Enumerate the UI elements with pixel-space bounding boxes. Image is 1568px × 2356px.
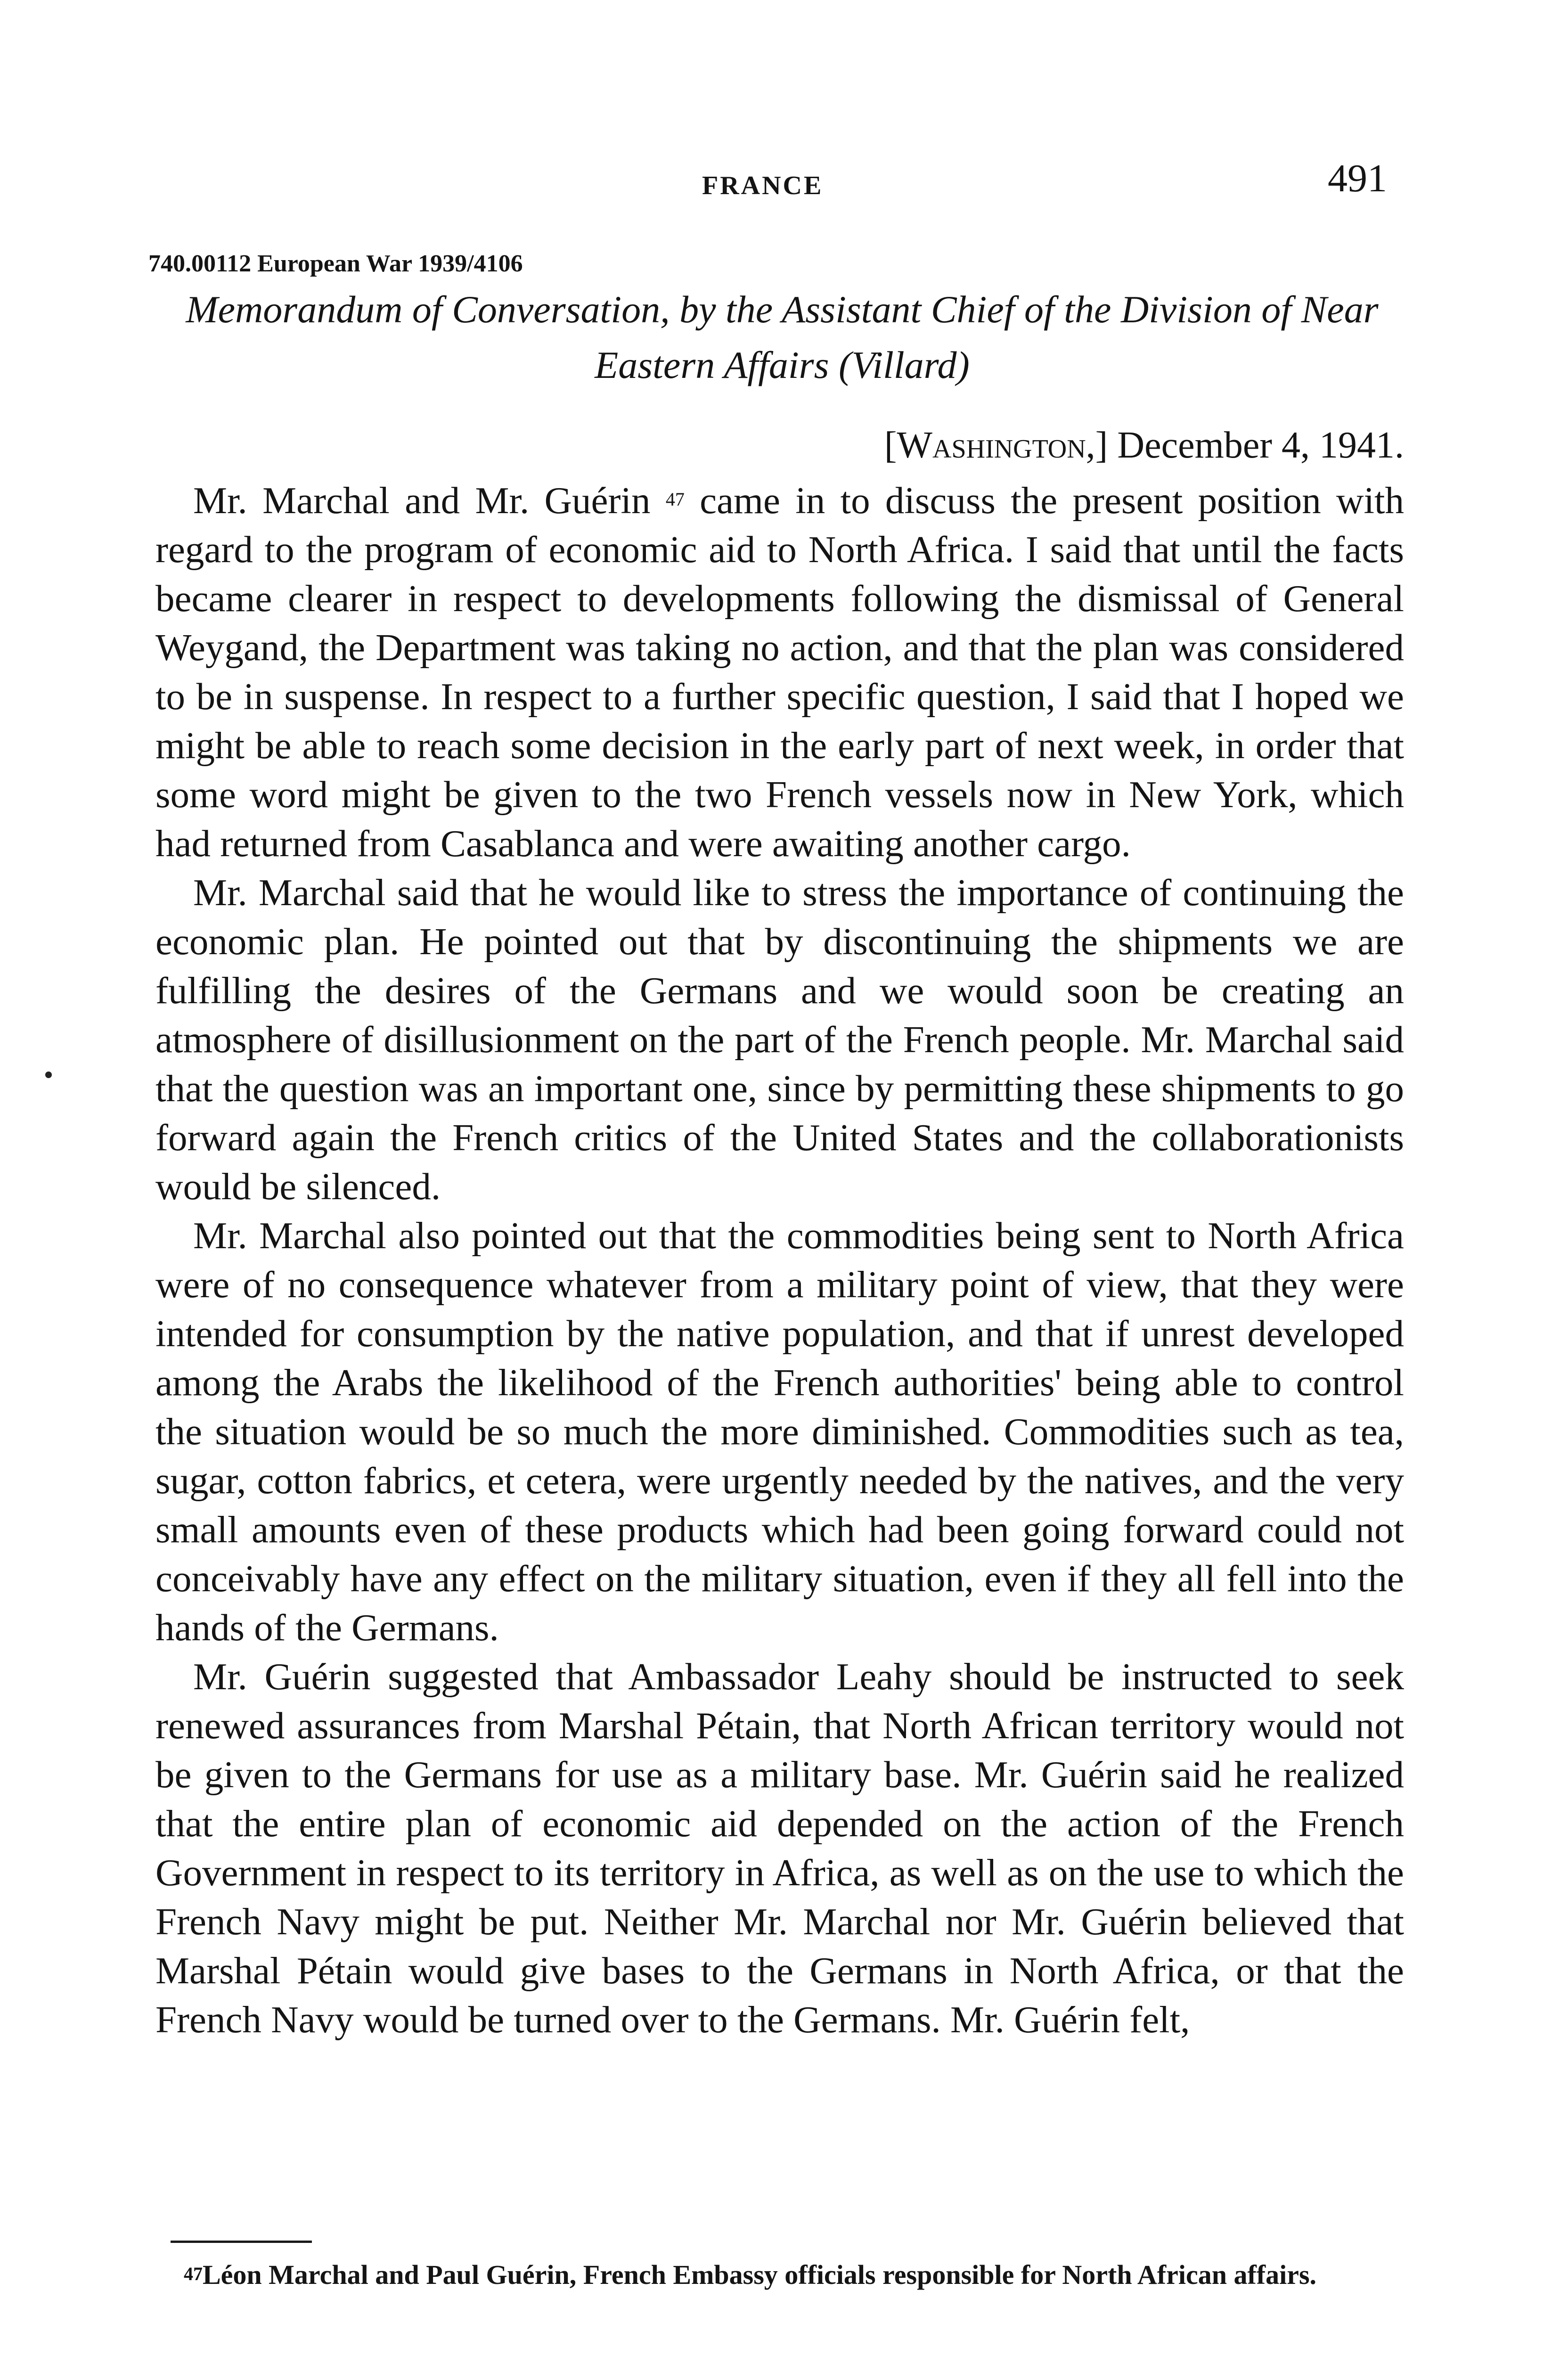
footnote-divider: [171, 2241, 312, 2243]
footnote-text: Léon Marchal and Paul Guérin, French Embassy officials responsible for North African affairs.: [203, 2259, 1317, 2290]
running-head: FRANCE: [702, 171, 824, 200]
dateline-date: December 4, 1941.: [1117, 425, 1404, 466]
footnote: [170, 2257, 1404, 2293]
paragraph-3: Mr. Marchal also pointed out that the commodities being sent to North Africa were of no consequence whatever from a military point of view, that they were intended for consumption by the native population, and that if unrest developed among the Arabs the likelihood of the French authorities' being able to control the situation would be so much the more diminished. Commodities such as tea, sugar, cotton fabrics, et cetera, were urgently needed by the natives, and the very small amounts even of these products which had been going forward could not conceivably have any effect on the military situation, even if they all fell into the hands of the Germans.: [155, 1214, 1404, 1649]
dateline-place: [Washington,]: [884, 425, 1108, 466]
dateline: [754, 424, 1404, 467]
memorandum-title: Memorandum of Conversation, by the Assistant Chief of the Division of Near Eastern Affairs (Villard): [186, 288, 1379, 386]
paragraph-4: Mr. Guérin suggested that Ambassador Leahy should be instructed to seek renewed assurances from Marshal Pétain, that North African territory would not be given to the Germans for use as a military base. Mr. Guérin said he realized that the entire plan of economic aid depended on the action of the French Government in respect to its territory in Africa, as well as on the use to which the French Navy might be put. Neither Mr. Marchal nor Mr. Guérin believed that Marshal Pétain would give bases to the Germans in North Africa, or that the French Navy would be turned over to the Germans. Mr. Guérin felt,: [155, 1655, 1404, 2041]
paragraph-2: Mr. Marchal said that he would like to stress the importance of continuing the economic plan. He pointed out that by discontinuing the shipments we are fulfilling the desires of the Germans and we would soon be creating an atmosphere of disillusionment on the part of the French people. Mr. Marchal said that the question was an important one, since by permitting these shipments to go forward again the French critics of the United States and the collaborationists would be silenced.: [155, 871, 1404, 1208]
footnote-reference: 47: [665, 489, 685, 510]
paragraph-1-rest: came in to discuss the present position with regard to the program of economic aid to North Africa. I said that until the facts became clearer in respect to developments following the dismissal of General Weygand, the Department was taking no action, and that the plan was considered to be in suspense. In respect to a further specific question, I said that I hoped we might be able to reach some decision in the early part of next week, in order that some word might be given to the two French vessels now in New York, which had returned from Casablanca and were awaiting another cargo.: [155, 479, 1405, 865]
footnote-marker: 47: [184, 2263, 203, 2284]
body-text: [155, 476, 1404, 2044]
paragraph-1-start: Mr. Marchal and Mr. Guérin: [193, 479, 651, 522]
margin-mark: [45, 1072, 52, 1078]
page-number: 491: [1328, 156, 1387, 200]
file-number: 740.00112 European War 1939/4106: [148, 250, 523, 277]
paragraph-1: [155, 476, 1404, 868]
